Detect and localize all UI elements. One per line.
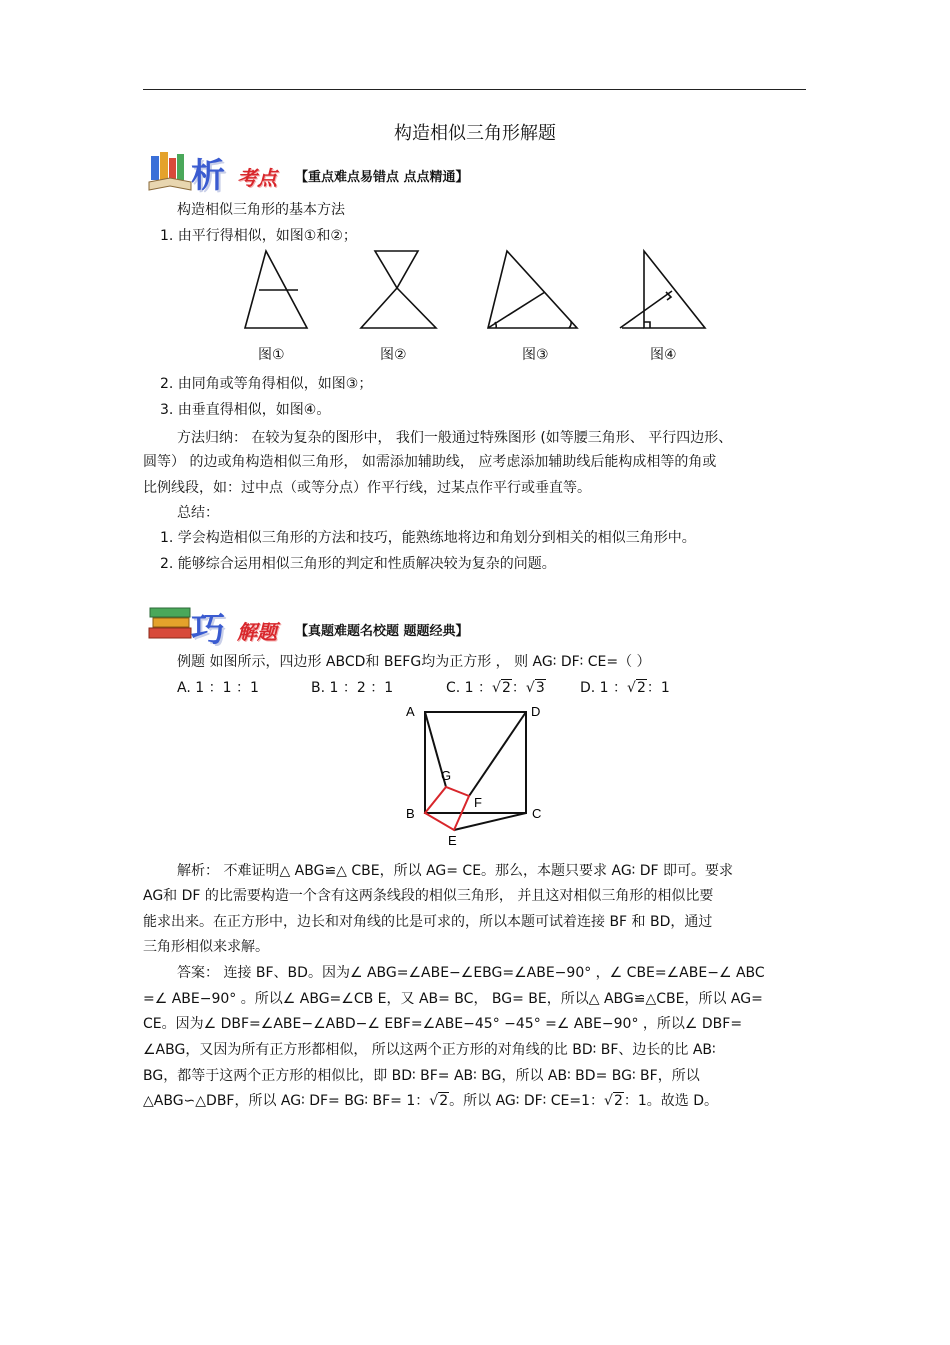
square-befg [425,787,469,830]
answer-line-6-part-b: 。所以 AG∶ DF∶ CE=1： [449,1093,605,1109]
analysis-line-4: 三角形相似来求解。 [143,939,269,955]
analysis-line-3: 能求出来。在正方形中，边长和对角线的比是可求的，所以本题可试着连接 BF 和 BD，通过 [143,914,713,930]
caption-fig3: 图③ [522,347,549,363]
top-rule [143,89,806,90]
answer-line-5: BG，都等于这两个正方形的相似比，即 BD∶ BF= AB∶ BG，所以 AB∶ BD= BG∶ BF，所以 [143,1068,700,1084]
section-banner-analysis [147,150,507,194]
option-a: A. 1 ：1 ：1 [177,680,259,696]
banner-big-char: 析 [191,156,225,196]
answer-line-1: 答案： 连接 BF、BD。因为∠ ABG=∠ABE−∠EBG=∠ABE−90° ，∠ CBE=∠ABE−∠ ABC [177,965,765,981]
sqrt-symbol: √ [525,680,535,696]
books-icon [147,150,193,192]
label-b: B [406,806,415,821]
figure-2 [361,251,436,328]
books-stack-icon [147,604,193,646]
label-g: G [441,768,452,783]
option-d-suffix: ：1 [646,680,670,696]
option-d [580,678,670,698]
figure-1 [245,251,307,328]
page-title: 构造相似三角形解题 [394,123,556,144]
segment-df [469,712,526,796]
label-f: F [474,795,482,810]
segment-ce [454,813,526,830]
method-summary-line-2: 圆等） 的边或角构造相似三角形， 如需添加辅助线， 应考虑添加辅助线后能构成相等的角或 [143,454,717,470]
section-banner-solution [147,604,507,648]
answer-line-6 [143,1091,718,1111]
banner-big-char: 巧 [191,610,225,650]
sqrt-radicand: 2 [501,680,511,696]
method-item-2: 2. 由同角或等角得相似，如图③； [160,376,373,392]
analysis-line-2: AG和 DF 的比需要构造一个含有这两条线段的相似三角形， 并且这对相似三角形的相似比要 [143,888,714,904]
sqrt-symbol: √ [492,680,501,696]
caption-fig4: 图④ [650,347,677,363]
banner-tag: 【真题难题名校题 题题经典】 [295,624,469,639]
intro-text: 构造相似三角形的基本方法 [177,202,345,218]
sqrt-symbol: √ [604,1093,613,1109]
method-summary-line-3: 比例线段，如：过中点（或等分点）作平行线，过某点作平行或垂直等。 [143,480,591,496]
answer-line-6-part-a: △ABG∽△DBF，所以 AG∶ DF= BG∶ BF= 1： [143,1093,430,1109]
banner-small-text: 考点 [237,166,277,190]
option-d-prefix: D. 1 ： [580,680,628,696]
figure-3 [488,251,577,328]
caption-fig2: 图② [380,347,407,363]
sqrt-radicand: 2 [439,1093,449,1109]
basic-figures [240,248,710,334]
sqrt-symbol: √ [429,1093,439,1109]
option-b: B. 1 ：2 ：1 [311,680,394,696]
method-item-3: 3. 由垂直得相似，如图④。 [160,402,331,418]
summary-item-1: 1. 学会构造相似三角形的方法和技巧，能熟练地将边和角划分到相关的相似三角形中。 [160,530,696,546]
banner-small-text: 解题 [237,620,277,644]
answer-line-6-part-c: ：1。故选 D。 [623,1093,719,1109]
example-figure [400,700,550,850]
sqrt-symbol: √ [627,680,636,696]
option-c-mid: ： [511,680,526,696]
option-c-prefix: C. 1 ： [446,680,493,696]
answer-line-3: CE。因为∠ DBF=∠ABE−∠ABD−∠ EBF=∠ABE−45° −45° =∠ ABE−90° ，所以∠ DBF= [143,1016,743,1032]
figure-4 [620,251,705,328]
example-question: 例题 如图所示，四边形 ABCD和 BEFG均为正方形 ， 则 AG∶ DF∶ CE=（ ） [177,654,651,670]
sqrt-radicand: 2 [636,680,646,696]
sqrt-radicand: 3 [535,680,545,696]
sqrt-radicand: 2 [613,1093,623,1109]
label-d: D [531,704,541,719]
method-item-1: 1. 由平行得相似，如图①和②； [160,228,357,244]
analysis-line-1: 解析： 不难证明△ ABG≌△ CBE，所以 AG= CE。那么，本题只要求 AG∶ DF 即可。要求 [177,863,734,879]
summary-item-2: 2. 能够综合运用相似三角形的判定和性质解决较为复杂的问题。 [160,556,556,572]
option-c [446,678,546,698]
banner-tag: 【重点难点易错点 点点精通】 [295,170,469,185]
method-summary-line-1: 方法归纳： 在较为复杂的图形中， 我们一般通过特殊图形 (如等腰三角形、 平行四边形、 [177,430,733,446]
summary-label: 总结： [177,505,219,521]
caption-fig1: 图① [258,347,285,363]
answer-line-2: =∠ ABE−90° 。所以∠ ABG=∠CB E，又 AB= BC， BG= BE，所以△ ABG≌△CBE，所以 AG= [143,991,763,1007]
label-a: A [406,704,415,719]
label-e: E [448,833,457,848]
answer-line-4: ∠ABG，又因为所有正方形都相似， 所以这两个正方形的对角线的比 BD∶ BF、边长的比 AB∶ [143,1042,716,1058]
label-c: C [532,806,542,821]
